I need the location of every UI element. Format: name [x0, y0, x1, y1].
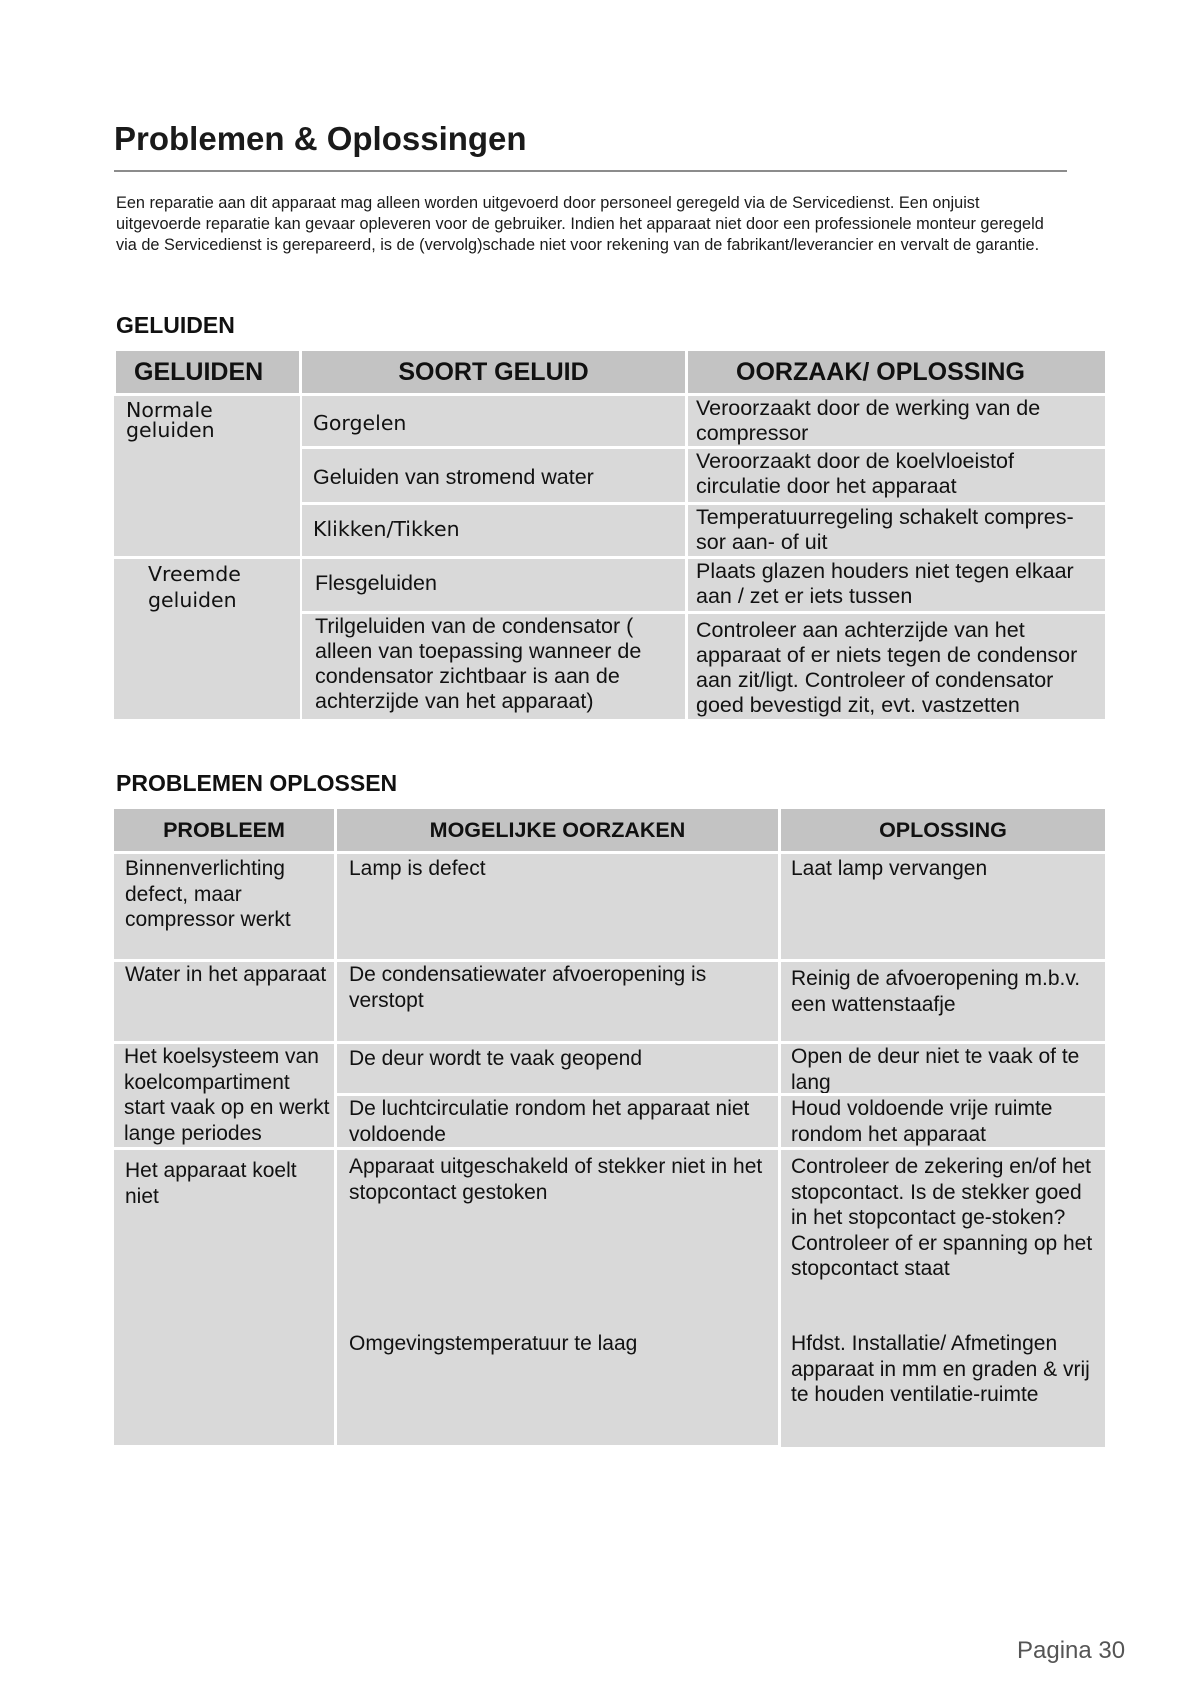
- page-number: Pagina 30: [1017, 1637, 1126, 1664]
- cause-cell: De deur wordt te vaak geopend: [337, 1044, 778, 1093]
- cause-text: Apparaat uitgeschakeld of stekker niet in het stopcontact gestoken: [349, 1155, 763, 1204]
- sounds-header-oorzaak: OORZAAK/ OPLOSSING: [688, 351, 1105, 393]
- solution-cell: Reinig de afvoeropening m.b.v. een wattenstaafje: [781, 962, 1105, 1041]
- solution-text: Hfdst. Installatie/ Afmetingen apparaat in mm en graden & vrij te houden ventilatie-ruimte: [791, 1332, 1090, 1406]
- sound-cause-cell: Controleer aan achterzijde van het apparaat of er niets tegen de condensor aan zit/ligt. Controleer of condensator goed bevestigd zit, evt. vastzetten: [688, 614, 1105, 719]
- sounds-group-normal: Normale geluiden: [114, 396, 300, 556]
- page-title: Problemen & Oplossingen: [114, 120, 527, 157]
- sound-cause-cell: Plaats glazen houders niet tegen elkaar aan / zet er iets tussen: [688, 559, 1105, 611]
- sounds-header-geluiden: GELUIDEN: [116, 351, 299, 393]
- title-divider: [114, 170, 1067, 172]
- sound-cause-cell: Veroorzaakt door de werking van de compressor: [688, 396, 1105, 446]
- solution-cell-group: [781, 1150, 1105, 1447]
- sound-cause-cell: Veroorzaakt door de koelvloeistof circulatie door het apparaat: [688, 449, 1105, 502]
- sound-type-cell: Klikken/Tikken: [302, 505, 685, 556]
- problem-cell: Het koelsysteem van koelcompartiment start vaak op en werkt lange periodes: [114, 1044, 334, 1147]
- problems-header-probleem: PROBLEEM: [114, 809, 334, 851]
- cause-cell: Lamp is defect: [337, 854, 778, 959]
- cause-cell: De condensatiewater afvoeropening is verstopt: [337, 962, 778, 1041]
- sounds-group-strange: Vreemde geluiden: [114, 559, 300, 719]
- sound-type-cell: Geluiden van stromend water: [302, 449, 685, 502]
- solution-cell: Laat lamp vervangen: [781, 854, 1105, 959]
- cause-text: Omgevingstemperatuur te laag: [349, 1332, 638, 1355]
- problems-header-oorzaken: MOGELIJKE OORZAKEN: [337, 809, 778, 851]
- sound-type-cell: Gorgelen: [302, 396, 685, 446]
- problem-cell: Binnenverlichting defect, maar compressor werkt: [114, 854, 334, 959]
- solution-cell: Open de deur niet te vaak of te lang: [781, 1044, 1105, 1093]
- intro-paragraph: Een reparatie aan dit apparaat mag alleen worden uitgevoerd door personeel geregeld via de Servicedienst. Een onjuist uitgevoerde reparatie kan gevaar opleveren voor de gebruiker. Indien het apparaat niet door een professionele monteur geregeld via de Servicedienst is gerepareerd, is de (vervolg)schade niet voor rekening van de fabrikant/leverancier en vervalt de garantie.: [116, 194, 1044, 254]
- cause-cell: De luchtcirculatie rondom het apparaat niet voldoende: [337, 1096, 778, 1147]
- solution-text: Controleer de zekering en/of het stopcontact. Is de stekker goed in het stopcontact ge-stoken? Controleer of er spanning op het stopcontact staat: [791, 1155, 1093, 1280]
- sound-cause-cell: Temperatuurregeling schakelt compres-sor aan- of uit: [688, 505, 1105, 556]
- problems-heading: PROBLEMEN OPLOSSEN: [116, 770, 398, 796]
- problems-header-oplossing: OPLOSSING: [781, 809, 1105, 851]
- sounds-header-soort: SOORT GELUID: [302, 351, 685, 393]
- cause-cell-group: [337, 1150, 778, 1445]
- sounds-heading: GELUIDEN: [116, 312, 235, 338]
- solution-cell: Houd voldoende vrije ruimte rondom het apparaat: [781, 1096, 1105, 1147]
- problem-cell: Water in het apparaat: [114, 962, 334, 1041]
- sound-type-cell: Trilgeluiden van de condensator ( alleen van toepassing wanneer de condensator zichtbaar is aan de achterzijde van het apparaat): [302, 614, 685, 719]
- sound-type-cell: Flesgeluiden: [302, 559, 685, 611]
- problem-cell: Het apparaat koelt niet: [114, 1150, 334, 1445]
